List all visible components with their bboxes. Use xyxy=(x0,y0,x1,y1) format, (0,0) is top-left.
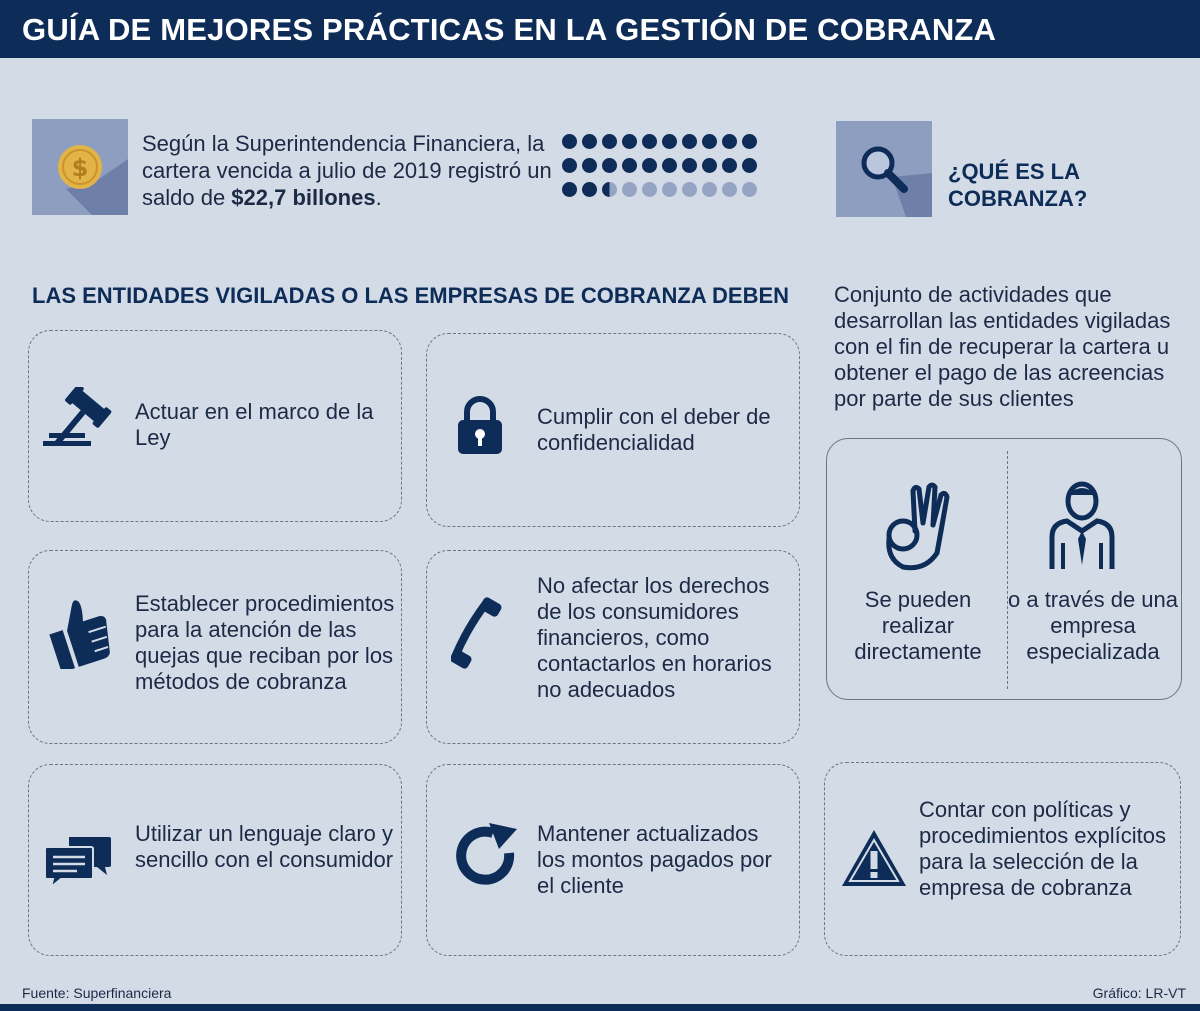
dot-full xyxy=(562,182,577,197)
ok-hand-icon xyxy=(879,481,951,578)
dot-full xyxy=(622,158,637,173)
svg-text:$: $ xyxy=(71,154,89,182)
bottom-bar xyxy=(0,1004,1200,1011)
dot-pictogram xyxy=(562,134,792,206)
dot-full xyxy=(582,134,597,149)
coin-icon xyxy=(32,119,128,215)
magnifier-tile xyxy=(836,121,932,217)
businessman-icon xyxy=(1049,479,1115,576)
dot-row xyxy=(562,182,792,197)
practice-text: No afectar los derechos de los consumidores financieros, como contactarlos en horarios no adecuados xyxy=(537,573,772,702)
stat-text-before: Según la Superintendencia Financiera, la cartera vencida a julio de 2019 registró un saldo de xyxy=(142,131,552,210)
practice-text: Mantener actualizados los montos pagados por el cliente xyxy=(537,821,772,898)
thumbs-up-icon xyxy=(47,595,113,674)
dot-full xyxy=(642,158,657,173)
dot-empty xyxy=(682,182,697,197)
dot-full xyxy=(722,134,737,149)
practice-text: Utilizar un lenguaje claro y sencillo con el consumidor xyxy=(135,821,394,872)
dot-full xyxy=(662,158,677,173)
dot-full xyxy=(642,134,657,149)
collection-options-box xyxy=(826,438,1182,700)
chat-bubbles-icon xyxy=(45,835,113,896)
coin-tile xyxy=(32,119,128,215)
dot-full xyxy=(682,158,697,173)
practice-text: Cumplir con el deber de confidencialidad xyxy=(537,404,771,455)
dot-full xyxy=(662,134,677,149)
question-title: ¿QUÉ ES LA COBRANZA? xyxy=(948,159,1088,211)
dot-empty xyxy=(642,182,657,197)
practice-text: Establecer procedimientos para la atención de las quejas que reciban por los métodos de cobranza xyxy=(135,591,395,694)
credit-note: Gráfico: LR-VT xyxy=(1092,985,1186,1001)
practice-card-selection-policies xyxy=(824,762,1181,956)
practice-text: Actuar en el marco de la Ley xyxy=(135,399,374,450)
dot-full xyxy=(602,134,617,149)
dot-full xyxy=(582,158,597,173)
gavel-icon xyxy=(43,387,127,462)
dot-full xyxy=(562,158,577,173)
practice-card-law xyxy=(28,330,402,522)
dot-full xyxy=(742,158,757,173)
dot-full xyxy=(562,134,577,149)
dot-empty xyxy=(662,182,677,197)
page-title: GUÍA DE MEJORES PRÁCTICAS EN LA GESTIÓN DE COBRANZA xyxy=(22,12,997,47)
dot-full xyxy=(702,134,717,149)
practice-card-language xyxy=(28,764,402,956)
stat-text-after: . xyxy=(375,185,382,210)
warning-icon xyxy=(839,827,909,894)
dot-full xyxy=(602,158,617,173)
dot-empty xyxy=(702,182,717,197)
dot-full xyxy=(622,134,637,149)
header-bar xyxy=(0,0,1200,58)
refresh-icon xyxy=(453,823,519,892)
stat-amount: $22,7 billones xyxy=(231,185,376,210)
dot-empty xyxy=(742,182,757,197)
practice-card-confidentiality xyxy=(426,333,800,527)
padlock-icon xyxy=(455,396,505,461)
practice-card-consumer-rights xyxy=(426,550,800,744)
practice-text: Contar con políticas y procedimientos explícitos para la selección de la empresa de cobranza xyxy=(919,797,1167,900)
overdue-portfolio-text xyxy=(142,130,552,211)
practice-card-update-payments xyxy=(426,764,800,956)
dot-full xyxy=(702,158,717,173)
section-title: LAS ENTIDADES VIGILADAS O LAS EMPRESAS DE COBRANZA DEBEN xyxy=(32,283,790,308)
source-note: Fuente: Superfinanciera xyxy=(22,985,172,1001)
dot-full xyxy=(582,182,597,197)
definition-text: Conjunto de actividades que desarrollan las entidades vigiladas con el fin de recuperar la cartera u obtener el pago de las acreencias por parte de sus clientes xyxy=(834,282,1171,411)
dot-row xyxy=(562,158,792,173)
practice-card-complaints xyxy=(28,550,402,744)
dot-full xyxy=(742,134,757,149)
dot-empty xyxy=(722,182,737,197)
dot-row xyxy=(562,134,792,149)
magnifier-icon xyxy=(836,121,932,217)
dot-full xyxy=(682,134,697,149)
option-direct-text: Se pueden realizar directamente xyxy=(854,587,982,664)
dot-empty xyxy=(622,182,637,197)
phone-icon xyxy=(451,597,511,680)
dot-half xyxy=(602,182,617,197)
dot-full xyxy=(722,158,737,173)
option-company-text: o a través de una empresa especializada xyxy=(1008,587,1179,664)
